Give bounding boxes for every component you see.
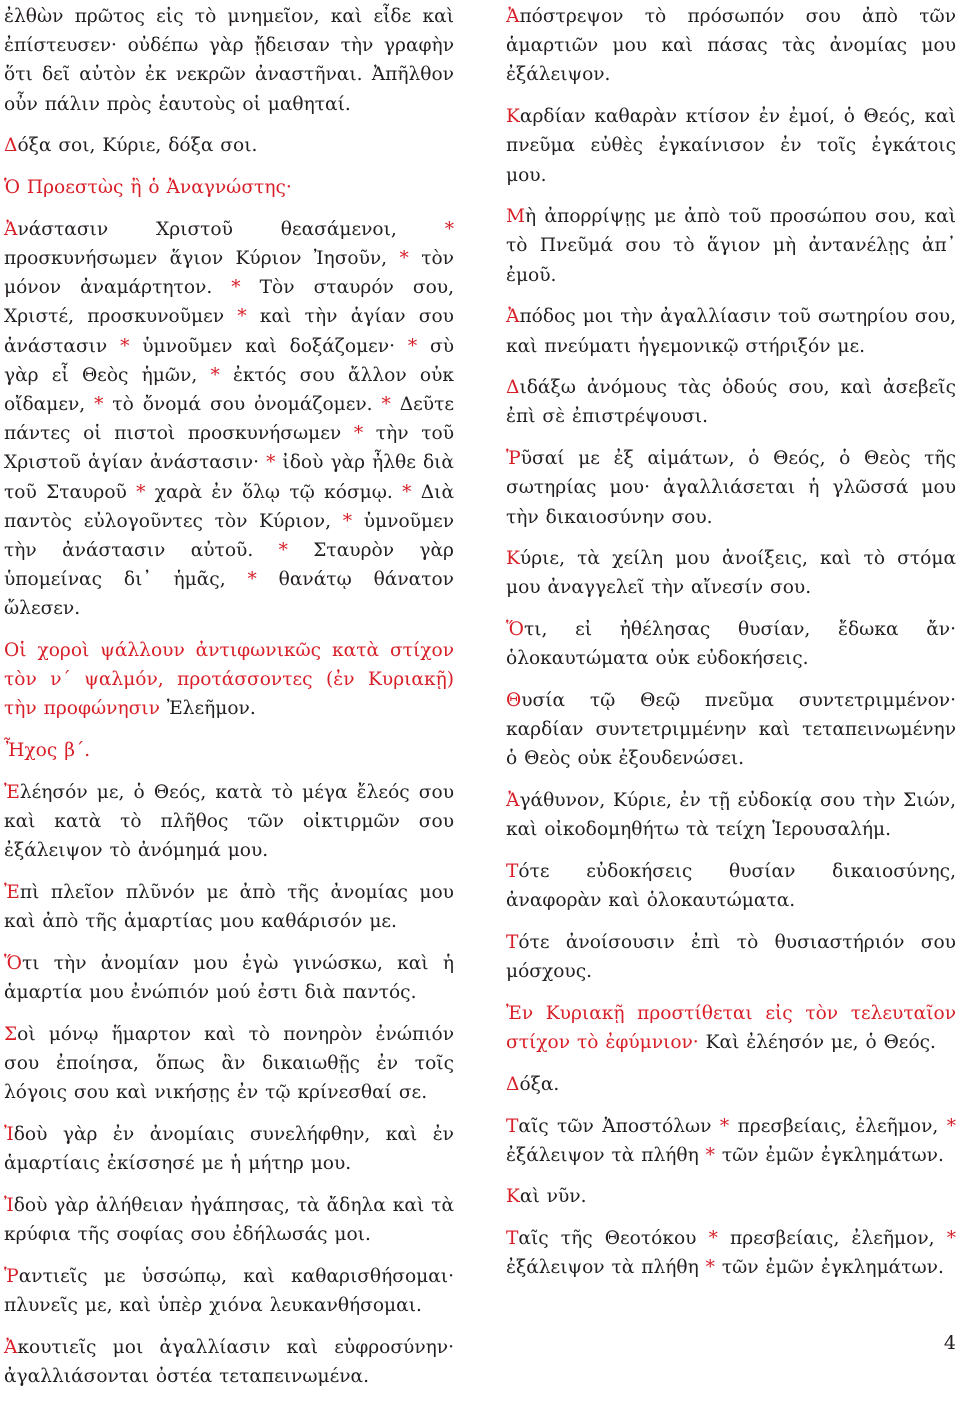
paragraph bbox=[506, 999, 956, 1057]
paragraph bbox=[4, 173, 454, 202]
rubric-text: Μ bbox=[506, 206, 526, 228]
body-text: δοὺ γὰρ ἐν ἀνομίαις συνελήφθην, καὶ ἐν ἁμαρτίαις ἐκίσσησέ με ἡ μήτηρ μου. bbox=[4, 1123, 454, 1175]
body-text: όξα σοι, Κύριε, δόξα σοι. bbox=[17, 135, 258, 157]
body-text: τι, εἰ ἠθέλησας θυσίαν, ἔδωκα ἄν· ὁλοκαυτώματα οὐκ εὐδοκήσεις. bbox=[506, 619, 956, 670]
body-text: ἐκτός σου ἄλλον οὐκ οἴδαμεν, bbox=[4, 364, 454, 415]
rubric-text: * bbox=[407, 335, 418, 357]
paragraph bbox=[506, 928, 956, 986]
body-text: τὸ ὄνομά σου ὀνομάζομεν. bbox=[103, 393, 382, 415]
rubric-text: * bbox=[705, 1257, 715, 1279]
paragraph bbox=[506, 202, 956, 290]
rubric-text: Ἀ bbox=[4, 218, 18, 240]
body-text: πόδος μοι τὴν ἀγαλλίασιν τοῦ σωτηρίου σου, καὶ πνεύματι ἡγεμονικῷ στήριξόν με. bbox=[506, 306, 956, 357]
rubric-text: Ἐ bbox=[4, 781, 20, 803]
rubric-text: * bbox=[946, 1228, 956, 1250]
paragraph bbox=[506, 544, 956, 602]
body-text: Τὸν σταυρόν σου, Χριστέ, προσκυνοῦμεν bbox=[4, 277, 455, 328]
rubric-text: Κ bbox=[506, 1186, 520, 1208]
paragraph bbox=[506, 302, 956, 360]
body-text: αντιεῖς με ὑσσώπῳ, καὶ καθαρισθήσομαι· πλυνεῖς με, καὶ ὑπὲρ χιόνα λευκανθήσομαι. bbox=[4, 1265, 454, 1316]
body-text: Ἐλεῆμον. bbox=[166, 698, 256, 720]
body-text: ἐξάλειψον τὰ πλήθη bbox=[506, 1144, 706, 1166]
paragraph bbox=[506, 1224, 956, 1282]
rubric-text: Ῥ bbox=[506, 448, 521, 470]
rubric-text: * bbox=[342, 510, 353, 532]
body-text: πρεσβείαις, ἐλεῆμον, bbox=[729, 1115, 947, 1137]
rubric-text: Θ bbox=[506, 690, 522, 712]
body-text: Δεῦτε πάντες οἱ πιστοὶ προσκυνήσωμεν bbox=[4, 393, 455, 445]
body-text: ότε εὐδοκήσεις θυσίαν δικαιοσύνης, ἀναφορὰν καὶ ὁλοκαυτώματα. bbox=[506, 861, 956, 912]
rubric-text: Οἱ χοροὶ ψάλλουν ἀντιφωνικῶς κατὰ στίχον τὸν ν´ ψαλμόν, προτάσσοντες (ἐν Κυριακῇ) τὴν προφώνησιν bbox=[4, 640, 454, 720]
rubric-text: Ἐ bbox=[4, 881, 20, 903]
paragraph bbox=[4, 215, 454, 624]
body-text: ἰδοὺ γὰρ ἦλθε διὰ τοῦ Σταυροῦ bbox=[4, 452, 454, 503]
paragraph bbox=[506, 786, 956, 844]
rubric-text: Ἀ bbox=[506, 6, 520, 27]
rubric-text: Ἰ bbox=[4, 1123, 14, 1145]
body-text: Σταυρὸν γὰρ ὑπομείνας δι᾽ ἡμᾶς, bbox=[4, 539, 454, 591]
body-text: κουτιεῖς μοι ἀγαλλίασιν καὶ εὐφροσύνην· ἀγαλλιάσονται ὀστέα τεταπεινωμένα. bbox=[4, 1336, 454, 1387]
rubric-text: * bbox=[94, 393, 104, 415]
body-text: τὴν τοῦ Χριστοῦ ἁγίαν ἀνάστασιν· bbox=[4, 423, 454, 474]
body-text: αὶ νῦν. bbox=[519, 1186, 587, 1208]
body-text: πόστρεψον τὸ πρόσωπόν σου ἀπὸ τῶν ἁμαρτιῶν μου καὶ πάσας τὰς ἀνομίας μου ἐξάλειψον. bbox=[506, 6, 956, 86]
body-text: πρεσβείαις, ἐλεῆμον, bbox=[717, 1228, 947, 1250]
paragraph bbox=[506, 2, 956, 90]
paragraph bbox=[4, 878, 454, 936]
rubric-text: * bbox=[210, 364, 220, 386]
body-text: τῶν ἐμῶν ἐγκλημάτων. bbox=[714, 1144, 944, 1166]
body-text: Διὰ παντὸς εὐλογοῦντες τὸν Κύριον, bbox=[4, 481, 455, 532]
rubric-text: Ἀ bbox=[506, 790, 520, 812]
rubric-text: * bbox=[705, 1144, 715, 1166]
paragraph bbox=[4, 1262, 454, 1320]
body-text: τὸν μόνον ἀναμάρτητον. bbox=[4, 247, 454, 299]
rubric-text: * bbox=[136, 481, 146, 503]
rubric-text: * bbox=[444, 218, 454, 240]
body-text: όξα. bbox=[519, 1073, 560, 1095]
body-text: προσκυνήσωμεν ἅγιον Κύριον Ἰησοῦν, bbox=[4, 247, 400, 269]
rubric-text: Δ bbox=[506, 1073, 520, 1095]
body-text: καὶ τὴν ἁγίαν σου ἀνάστασιν bbox=[4, 306, 454, 357]
rubric-text: * bbox=[120, 335, 130, 357]
rubric-text: Δ bbox=[506, 377, 520, 399]
body-text: θανάτῳ θάνατον ὤλεσεν. bbox=[4, 569, 454, 620]
rubric-text: * bbox=[719, 1115, 730, 1137]
rubric-text: Ἀ bbox=[4, 1336, 18, 1358]
rubric-text: * bbox=[237, 306, 247, 328]
paragraph bbox=[4, 1020, 454, 1108]
rubric-text: * bbox=[381, 393, 391, 415]
body-text: τῶν ἐμῶν ἐγκλημάτων. bbox=[714, 1257, 944, 1279]
rubric-text: Σ bbox=[4, 1023, 18, 1045]
paragraph bbox=[506, 615, 956, 673]
paragraph bbox=[506, 1112, 956, 1170]
paragraph bbox=[506, 373, 956, 431]
rubric-text: Ὅ bbox=[506, 619, 524, 641]
body-text: ότε ἀνοίσουσιν ἐπὶ τὸ θυσιαστήριόν σου μόσχους. bbox=[506, 931, 956, 983]
page-number: 4 bbox=[943, 1332, 956, 1354]
body-text: ιδάξω ἀνόμους τὰς ὁδούς σου, καὶ ἀσεβεῖς ἐπὶ σὲ ἐπιστρέψουσι. bbox=[506, 377, 956, 428]
rubric-text: Τ bbox=[506, 861, 519, 883]
rubric-text: Ὅ bbox=[4, 952, 22, 974]
rubric-text: Ἦχος β´. bbox=[4, 740, 91, 762]
body-text: σὺ γὰρ εἶ Θεὸς ἡμῶν, bbox=[4, 335, 454, 386]
body-text: χαρὰ ἐν ὅλῳ τῷ κόσμῳ. bbox=[145, 481, 403, 503]
body-text: ὑμνοῦμεν καὶ δοξάζομεν· bbox=[129, 335, 408, 357]
rubric-text: * bbox=[247, 569, 257, 591]
paragraph bbox=[4, 636, 454, 724]
rubric-text: * bbox=[946, 1115, 956, 1137]
paragraph bbox=[4, 131, 454, 160]
body-text: αρδίαν καθαρὰν κτίσον ἐν ἐμοί, ὁ Θεός, καὶ πνεῦμα εὐθὲς ἐγκαίνισον ἐν τοῖς ἐγκάτοις μου. bbox=[506, 106, 956, 186]
body-text: ῦσαί με ἐξ αἱμάτων, ὁ Θεός, ὁ Θεὸς τῆς σωτηρίας μου· ἀγαλλιάσεται ἡ γλῶσσά μου τὴν δικαιοσύνην σου. bbox=[506, 448, 956, 528]
paragraph bbox=[4, 1333, 454, 1391]
paragraph bbox=[4, 736, 454, 765]
rubric-text: Ἰ bbox=[4, 1194, 14, 1216]
rubric-text: * bbox=[278, 539, 288, 561]
body-text: οὶ μόνῳ ἥμαρτον καὶ τὸ πονηρὸν ἐνώπιόν σου ἐποίησα, ὅπως ἂν δικαιωθῇς ἐν τοῖς λόγοις σου καὶ νικήσῃς ἐν τῷ κρίνεσθαί σε. bbox=[4, 1023, 454, 1104]
body-text: ὴ ἀπορρίψῃς με ἀπὸ τοῦ προσώπου σου, καὶ τὸ Πνεῦμά σου τὸ ἅγιον μὴ ἀντανέλῃς ἀπ᾽ ἐμοῦ. bbox=[506, 206, 956, 286]
left-column bbox=[4, 0, 454, 1404]
rubric-text: Ἀ bbox=[506, 306, 520, 328]
body-text: λέησόν με, ὁ Θεός, κατὰ τὸ μέγα ἔλεός σου καὶ κατὰ τὸ πλῆθος τῶν οἰκτιρμῶν σου ἐξάλειψον τὸ ἀνόμημά μου. bbox=[4, 781, 454, 862]
paragraph bbox=[4, 1191, 454, 1249]
rubric-text: * bbox=[708, 1228, 718, 1250]
rubric-text: * bbox=[266, 452, 276, 474]
body-text: ὑμνοῦμεν τὴν ἀνάστασιν αὐτοῦ. bbox=[4, 510, 455, 561]
paragraph bbox=[506, 102, 956, 190]
body-text: υσία τῷ Θεῷ πνεῦμα συντετριμμένον· καρδίαν συντετριμμένην καὶ τεταπεινωμένην ὁ Θεὸς οὐκ ἐξουδενώσει. bbox=[506, 690, 956, 770]
rubric-text: * bbox=[402, 481, 412, 503]
rubric-text: Κ bbox=[506, 548, 520, 570]
paragraph bbox=[506, 686, 956, 774]
rubric-text: * bbox=[353, 423, 364, 445]
paragraph bbox=[4, 2, 454, 119]
paragraph bbox=[506, 1070, 956, 1099]
body-text: πὶ πλεῖον πλῦνόν με ἀπὸ τῆς ἀνομίας μου καὶ ἀπὸ τῆς ἁμαρτίας μου καθάρισόν με. bbox=[4, 881, 454, 933]
body-text: δοὺ γὰρ ἀλήθειαν ἠγάπησας, τὰ ἄδηλα καὶ τὰ κρύφια τῆς σοφίας σου ἐδήλωσάς μοι. bbox=[4, 1194, 454, 1246]
rubric-text: * bbox=[231, 277, 241, 299]
rubric-text: * bbox=[399, 247, 409, 269]
paragraph bbox=[506, 444, 956, 532]
paragraph bbox=[506, 857, 956, 915]
rubric-text: Ἐν Κυριακῇ προστίθεται εἰς τὸν τελευταῖον στίχον τὸ ἐφύμνιον· bbox=[506, 1002, 956, 1054]
rubric-text: Δ bbox=[4, 135, 18, 157]
body-text: Καὶ ἐλέησόν με, ὁ Θεός. bbox=[705, 1032, 936, 1054]
body-text: αῖς τῆς Θεοτόκου bbox=[518, 1228, 709, 1250]
rubric-text: Τ bbox=[506, 1228, 519, 1250]
rubric-text: Τ bbox=[506, 1115, 519, 1137]
paragraph bbox=[4, 949, 454, 1007]
body-text: τι τὴν ἀνομίαν μου ἐγὼ γινώσκω, καὶ ἡ ἁμαρτία μου ἐνώπιόν μού ἐστι διὰ παντός. bbox=[4, 952, 454, 1004]
rubric-text: Κ bbox=[506, 106, 520, 128]
body-text: ἐλθὼν πρῶτος εἰς τὸ μνημεῖον, καὶ εἶδε καὶ ἐπίστευσεν· οὐδέπω γὰρ ᾔδεισαν τὴν γραφὴν ὅτι δεῖ αὐτὸν ἐκ νεκρῶν ἀναστῆναι. Ἀπῆλθον οὖν πάλιν πρὸς ἑαυτοὺς οἱ μαθηταί. bbox=[4, 6, 454, 115]
rubric-text: Ὁ Προεστὼς ἢ ὁ Ἀναγνώστης· bbox=[4, 177, 292, 199]
rubric-text: Τ bbox=[506, 931, 519, 953]
body-text: αῖς τῶν Ἀποστόλων bbox=[518, 1115, 720, 1137]
paragraph bbox=[4, 778, 454, 866]
body-text: ἐξάλειψον τὰ πλήθη bbox=[506, 1257, 706, 1279]
body-text: νάστασιν Χριστοῦ θεασάμενοι, bbox=[17, 218, 445, 240]
paragraph bbox=[4, 1120, 454, 1178]
body-text: γάθυνον, Κύριε, ἐν τῇ εὐδοκίᾳ σου τὴν Σιών, καὶ οἰκοδομηθήτω τὰ τείχη Ἱερουσαλήμ. bbox=[506, 790, 956, 841]
paragraph bbox=[506, 1182, 956, 1211]
rubric-text: Ῥ bbox=[4, 1265, 19, 1287]
body-text: ύριε, τὰ χείλη μου ἀνοίξεις, καὶ τὸ στόμα μου ἀναγγελεῖ τὴν αἴνεσίν σου. bbox=[506, 548, 956, 599]
right-column bbox=[506, 0, 956, 1295]
